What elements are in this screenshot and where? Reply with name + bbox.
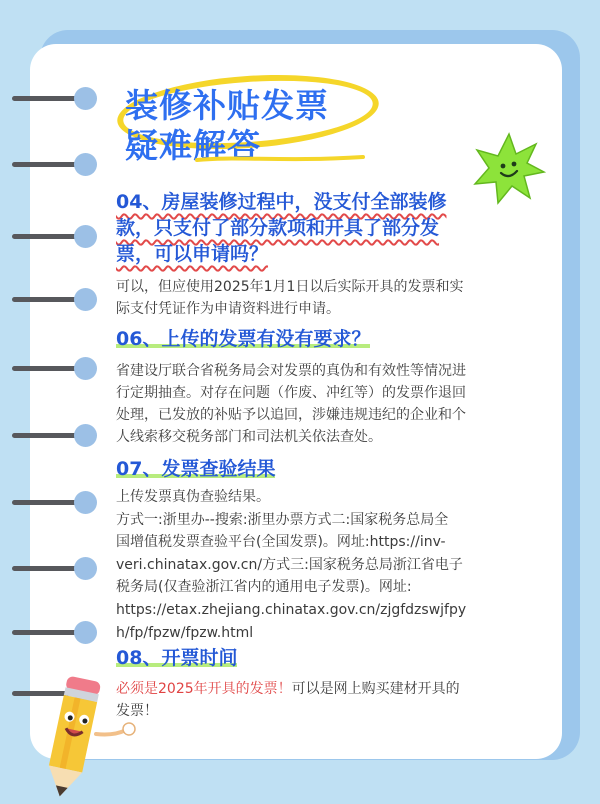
question-07-title [116,456,275,482]
binder-ring [12,356,94,382]
question-04-title-line: 票，可以申请吗？ [116,243,269,265]
question-07-answer [116,486,466,644]
answer-line: 人线索移交税务部门和司法机关依法查处。 [116,429,382,445]
question-04-answer [116,276,463,320]
binder-ring [12,423,94,449]
question-08-answer [116,678,460,722]
question-04-title-line: 款，只支付了部分款项和开具了部分发 [116,217,440,239]
smiling-star-icon [472,132,546,206]
question-06-title-text: 06、上传的发票有没有要求？ [116,328,371,350]
answer-emphasis: 必须是2025年开具的发票！ [116,681,292,697]
question-04-title [116,189,446,267]
question-06-title [116,326,370,352]
answer-line: https://etax.zhejiang.chinatax.gov.cn/zjgfdzswjfpy [116,601,467,618]
page-title [125,86,385,176]
answer-line: 处理，已发放的补贴予以追回，涉嫌违规违纪的企业和个 [116,407,466,423]
question-08-title [116,645,237,671]
binder-ring [12,620,94,646]
question-07-title-text: 07、发票查验结果 [116,458,276,480]
binder-ring [12,86,94,112]
answer-line: 国增值税发票查验平台(全国发票)。网址:https://inv- [116,534,446,551]
answer-line: 可以，但应使用2025年1月1日以后实际开具的发票和实 [116,279,464,295]
title-line-2: 疑难解答 [125,126,261,165]
answer-line: h/fp/fpzw/fpzw.html [116,624,254,641]
question-06-answer [116,360,466,448]
binder-ring [12,152,94,178]
scribble-underline [195,152,365,164]
answer-line: 行定期抽查。对存在问题（作废、冲红等）的发票作退回 [116,385,466,401]
binder-ring [12,287,94,313]
question-08-title-text: 08、开票时间 [116,647,238,669]
answer-line: 方式一:浙里办--搜索:浙里办票方式二:国家税务总局全 [116,511,449,528]
binder-ring [12,224,94,250]
binder-ring [12,490,94,516]
answer-line: 省建设厅联合省税务局会对发票的真伪和有效性等情况进 [116,363,466,379]
answer-text: 可以是网上购买建材开具的 [291,681,460,697]
question-04-title-line: 04、房屋装修过程中，没支付全部装修 [116,191,447,213]
answer-line: 发票！ [116,703,158,719]
answer-line [116,678,460,700]
title-line-1: 装修补贴发票 [125,86,329,125]
answer-line: veri.chinatax.gov.cn/方式三:国家税务总局浙江省电子 [116,556,463,573]
answer-line: 税务局(仅查验浙江省内的通用电子发票)。网址: [116,579,412,596]
answer-line: 上传发票真伪查验结果。 [116,489,270,505]
answer-line: 际支付凭证作为申请资料进行申请。 [116,301,340,317]
pencil-mascot-icon [34,674,144,804]
binder-ring [12,556,94,582]
